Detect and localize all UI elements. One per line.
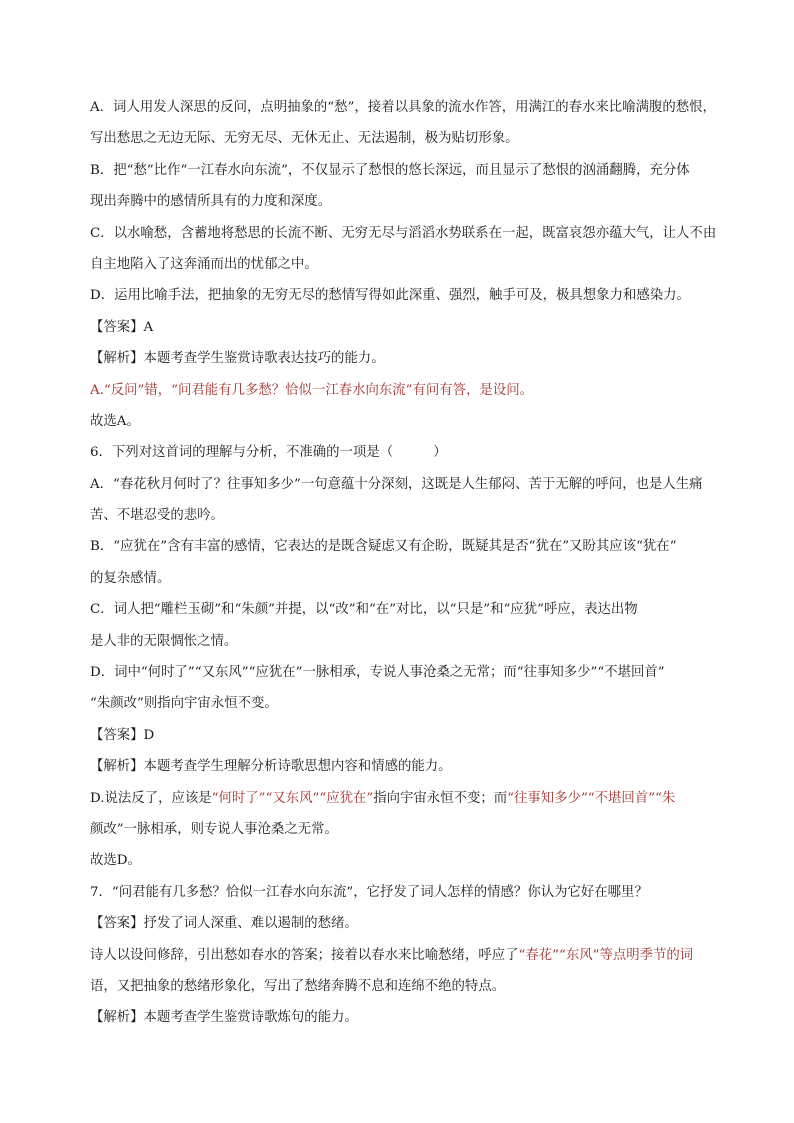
text-segment: 故选A。 <box>90 413 140 429</box>
text-line <box>90 845 730 876</box>
text-segment: 苦、不堪忍受的悲吟。 <box>90 508 224 524</box>
text-line <box>90 751 730 782</box>
text-line <box>90 940 730 971</box>
document-page <box>90 92 730 1034</box>
text-line <box>90 469 730 500</box>
text-line <box>90 375 730 406</box>
text-line <box>90 406 730 437</box>
text-segment: C．以水喻愁，含蓄地将愁思的长流不断、无穷无尽与滔滔水势联系在一起，既富哀怨亦蕴大气，让人不由 <box>90 225 717 241</box>
text-segment: D.说法反了，应该是 <box>90 790 212 806</box>
text-line <box>90 92 730 123</box>
text-line <box>90 971 730 1002</box>
text-segment: 写出愁思之无边无际、无穷无尽、无休无止、无法遏制，极为贴切形象。 <box>90 131 519 147</box>
text-segment: 7．“问君能有几多愁？恰似一江春水向东流”，它抒发了词人怎样的情感？你认为它好在哪里？ <box>90 884 648 900</box>
text-line <box>90 218 730 249</box>
text-line <box>90 594 730 625</box>
text-segment: 颜改”一脉相承，则专说人事沧桑之无常。 <box>90 821 338 837</box>
highlighted-text: “春花”“东风”等点明季节的词 <box>518 947 694 963</box>
text-segment: 自主地陷入了这奔涌而出的忧郁之中。 <box>90 256 318 272</box>
text-segment: 【解析】本题考查学生鉴赏诗歌表达技巧的能力。 <box>90 351 385 367</box>
highlighted-text: “往事知多少”“不堪回首”“朱 <box>507 790 676 806</box>
text-segment: D．运用比喻手法，把抽象的无穷无尽的愁情写得如此深重、强烈，触手可及，极具想象力和感染力。 <box>90 288 690 304</box>
text-line <box>90 908 730 939</box>
highlighted-text: “何时了”“又东风”“应犹在” <box>211 790 374 806</box>
text-segment: 的复杂感情。 <box>90 570 171 586</box>
text-segment: D．词中“何时了”“又东风”“应犹在”一脉相承，专说人事沧桑之无常；而“往事知多少”“不堪回首” <box>90 665 665 681</box>
text-line <box>90 500 730 531</box>
text-line <box>90 626 730 657</box>
text-segment: 6．下列对这首词的理解与分析，不准确的一项是（ ） <box>90 445 447 461</box>
text-segment: B．把“愁”比作“一江春水向东流”，不仅显示了愁恨的悠长深远，而且显示了愁恨的汹涌翻腾，充分体 <box>90 162 690 178</box>
text-line <box>90 1002 730 1033</box>
text-line <box>90 688 730 719</box>
text-line <box>90 563 730 594</box>
text-segment: 现出奔腾中的感情所具有的力度和深度。 <box>90 194 332 210</box>
text-segment: 【答案】A <box>90 319 154 335</box>
text-segment: B．“应犹在”含有丰富的感情，它表达的是既含疑虑又有企盼，既疑其是否“犹在”又盼其应该“犹在” <box>90 539 677 555</box>
text-line <box>90 249 730 280</box>
text-segment: 语，又把抽象的愁绪形象化，写出了愁绪奔腾不息和连绵不绝的特点。 <box>90 978 506 994</box>
text-line <box>90 280 730 311</box>
text-segment: 【答案】抒发了词人深重、难以遏制的愁绪。 <box>90 916 358 932</box>
highlighted-text: A.“反问”错，“问君能有几多愁？恰似一江春水向东流”有问有答，是设问。 <box>90 382 534 398</box>
text-segment: A．词人用发人深思的反问，点明抽象的“愁”，接着以具象的流水作答，用满江的春水来比喻满腹的愁恨， <box>90 100 716 115</box>
text-segment: A．“春花秋月何时了？往事知多少”一句意蕴十分深刻，这既是人生郁闷、苦于无解的呼问，也是人生痛 <box>90 476 703 492</box>
text-line <box>90 783 730 814</box>
text-line <box>90 437 730 468</box>
text-line <box>90 531 730 562</box>
text-line <box>90 123 730 154</box>
text-line <box>90 814 730 845</box>
text-segment: 故选D。 <box>90 853 141 869</box>
text-segment: 【答案】D <box>90 727 155 743</box>
text-line <box>90 186 730 217</box>
text-segment: 是人非的无限惆怅之情。 <box>90 633 238 649</box>
text-line <box>90 312 730 343</box>
text-line <box>90 155 730 186</box>
text-segment: 诗人以设问修辞，引出愁如春水的答案；接着以春水来比喻愁绪，呼应了 <box>90 947 519 963</box>
text-segment: 【解析】本题考查学生理解分析诗歌思想内容和情感的能力。 <box>90 759 452 775</box>
text-segment: 指向宇宙永恒不变；而 <box>373 790 508 806</box>
text-line <box>90 720 730 751</box>
text-line <box>90 343 730 374</box>
text-segment: 【解析】本题考查学生鉴赏诗歌炼句的能力。 <box>90 1010 358 1026</box>
text-segment: C．词人把“雕栏玉砌”和“朱颜”并提，以“改”和“在”对比，以“只是”和“应犹”呼应，表达出物 <box>90 602 638 618</box>
text-line <box>90 877 730 908</box>
text-line <box>90 657 730 688</box>
text-segment: “朱颜改”则指向宇宙永恒不变。 <box>90 696 278 712</box>
